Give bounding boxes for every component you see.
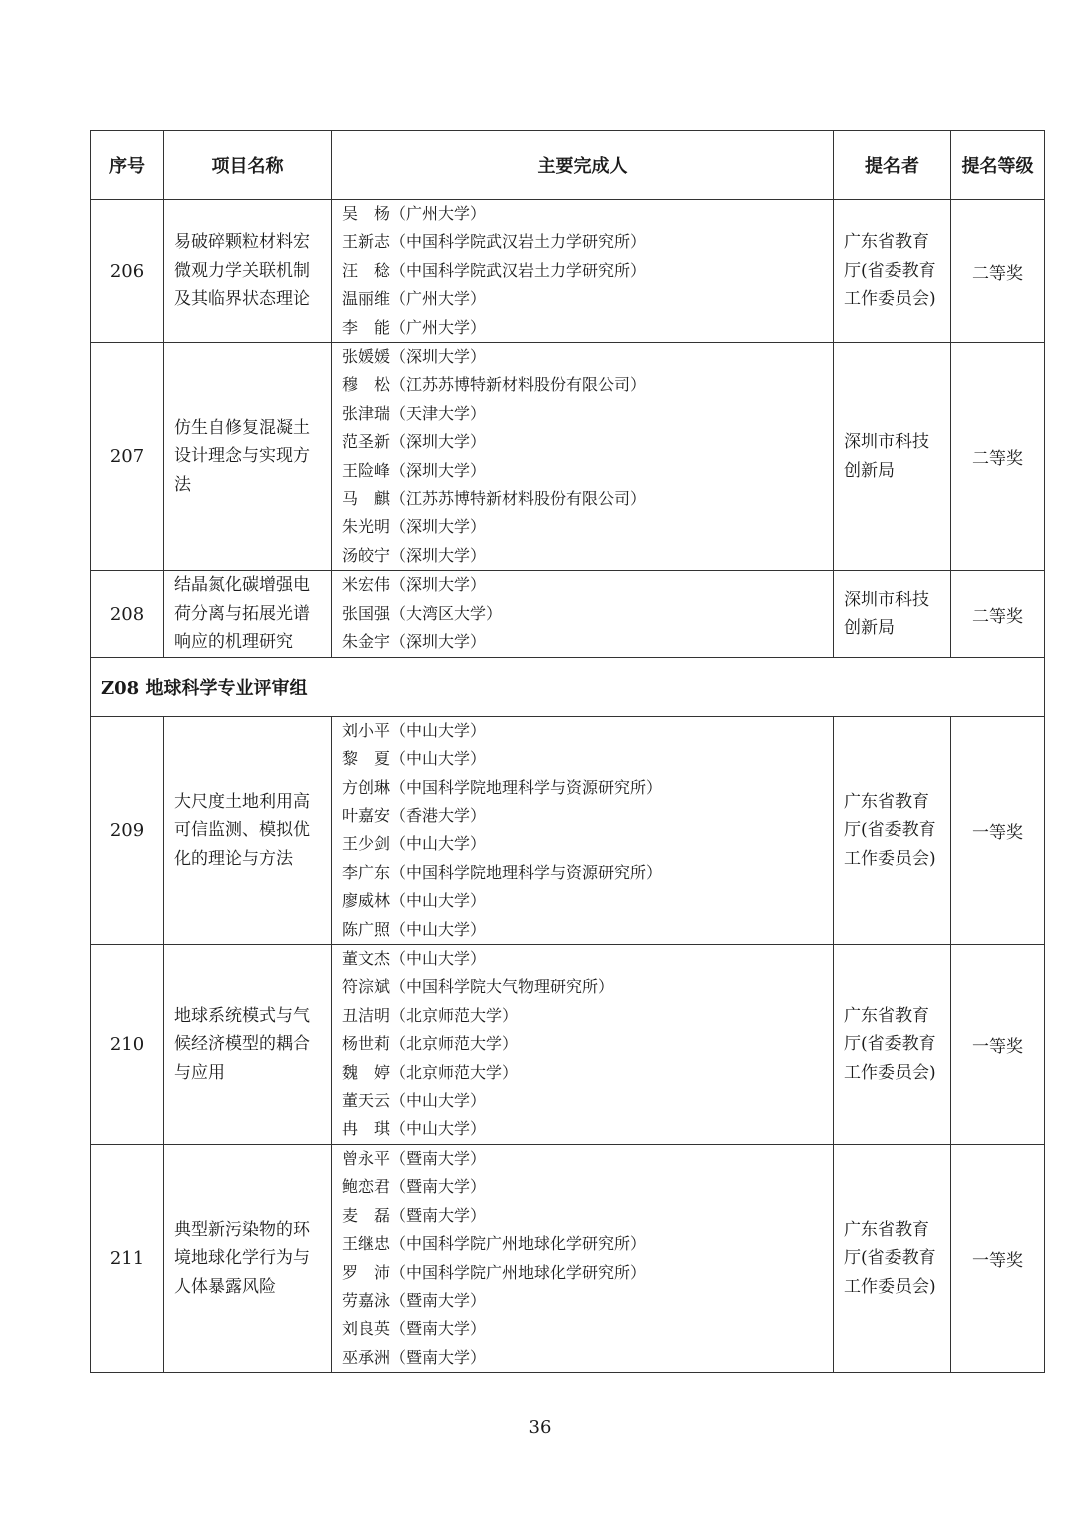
table-row bbox=[91, 716, 1045, 944]
row-number: 207 bbox=[91, 343, 164, 571]
person-entry: 王继忠（中国科学院广州地球化学研究所） bbox=[342, 1234, 647, 1254]
nominator: 广东省教育厅(省委教育工作委员会) bbox=[834, 945, 951, 1145]
person-entry: 张国强（大湾区大学） bbox=[342, 603, 503, 623]
person-entry: 米宏伟（深圳大学） bbox=[342, 575, 487, 595]
table-row bbox=[91, 200, 1045, 343]
person-entry: 冉 琪（中山大学） bbox=[342, 1119, 487, 1139]
header-row bbox=[91, 131, 1045, 200]
person-entry: 张媛媛（深圳大学） bbox=[342, 347, 487, 367]
award-level: 二等奖 bbox=[951, 200, 1045, 343]
nominator: 广东省教育厅(省委教育工作委员会) bbox=[834, 1144, 951, 1372]
award-level: 二等奖 bbox=[951, 571, 1045, 658]
people-list bbox=[332, 1144, 834, 1372]
header-nominator: 提名者 bbox=[834, 131, 951, 200]
person-entry: 王少剑（中山大学） bbox=[342, 834, 487, 854]
project-name: 易破碎颗粒材料宏微观力学关联机制及其临界状态理论 bbox=[164, 200, 332, 343]
awards-table bbox=[90, 130, 1045, 1373]
person-entry: 丑洁明（北京师范大学） bbox=[342, 1005, 519, 1025]
row-number: 206 bbox=[91, 200, 164, 343]
person-entry: 吴 杨（广州大学） bbox=[342, 204, 487, 223]
people-list bbox=[332, 200, 834, 343]
group-b-rows bbox=[91, 716, 1045, 1372]
person-entry: 麦 磊（暨南大学） bbox=[342, 1205, 487, 1225]
person-entry: 李广东（中国科学院地理科学与资源研究所） bbox=[342, 862, 663, 882]
header-people: 主要完成人 bbox=[332, 131, 834, 200]
person-entry: 劳嘉泳（暨南大学） bbox=[342, 1290, 487, 1310]
award-level: 二等奖 bbox=[951, 343, 1045, 571]
person-entry: 巫承洲（暨南大学） bbox=[342, 1347, 487, 1367]
header-project: 项目名称 bbox=[164, 131, 332, 200]
person-entry: 穆 松（江苏苏博特新材料股份有限公司） bbox=[342, 375, 647, 395]
person-entry: 方创琳（中国科学院地理科学与资源研究所） bbox=[342, 777, 663, 797]
project-name: 典型新污染物的环境地球化学行为与人体暴露风险 bbox=[164, 1144, 332, 1372]
header-no: 序号 bbox=[91, 131, 164, 200]
header-level: 提名等级 bbox=[951, 131, 1045, 200]
section-title: Z08 地球科学专业评审组 bbox=[91, 657, 1045, 716]
person-entry: 王新志（中国科学院武汉岩土力学研究所） bbox=[342, 232, 647, 252]
people-list bbox=[332, 343, 834, 571]
person-entry: 张津瑞（天津大学） bbox=[342, 403, 487, 423]
section-row bbox=[91, 657, 1045, 716]
award-level: 一等奖 bbox=[951, 945, 1045, 1145]
person-entry: 范圣新（深圳大学） bbox=[342, 432, 487, 452]
person-entry: 符淙斌（中国科学院大气物理研究所） bbox=[342, 977, 615, 997]
nominator: 广东省教育厅(省委教育工作委员会) bbox=[834, 200, 951, 343]
row-number: 209 bbox=[91, 716, 164, 944]
person-entry: 王险峰（深圳大学） bbox=[342, 460, 487, 480]
person-entry: 罗 沛（中国科学院广州地球化学研究所） bbox=[342, 1262, 647, 1282]
person-entry: 叶嘉安（香港大学） bbox=[342, 806, 487, 825]
person-entry: 温丽维（广州大学） bbox=[342, 289, 487, 309]
table-row bbox=[91, 343, 1045, 571]
section-header bbox=[91, 657, 1045, 716]
row-number: 208 bbox=[91, 571, 164, 658]
person-entry: 李 能（广州大学） bbox=[342, 317, 487, 337]
people-list bbox=[332, 571, 834, 658]
person-entry: 汪 稔（中国科学院武汉岩土力学研究所） bbox=[342, 260, 647, 280]
person-entry: 刘小平（中山大学） bbox=[342, 720, 487, 740]
nominator: 广东省教育厅(省委教育工作委员会) bbox=[834, 716, 951, 944]
person-entry: 杨世莉（北京师范大学） bbox=[342, 1034, 519, 1054]
nominator: 深圳市科技创新局 bbox=[834, 571, 951, 658]
table-row bbox=[91, 1144, 1045, 1372]
person-entry: 朱金宇（深圳大学） bbox=[342, 632, 487, 652]
person-entry: 汤皎宁（深圳大学） bbox=[342, 545, 487, 565]
person-entry: 董天云（中山大学） bbox=[342, 1091, 487, 1111]
person-entry: 曾永平（暨南大学） bbox=[342, 1148, 487, 1168]
person-entry: 陈广照（中山大学） bbox=[342, 919, 487, 939]
award-level: 一等奖 bbox=[951, 1144, 1045, 1372]
table-row bbox=[91, 571, 1045, 658]
project-name: 地球系统模式与气候经济模型的耦合与应用 bbox=[164, 945, 332, 1145]
row-number: 211 bbox=[91, 1144, 164, 1372]
award-level: 一等奖 bbox=[951, 716, 1045, 944]
person-entry: 廖威林（中山大学） bbox=[342, 891, 487, 911]
table-row bbox=[91, 945, 1045, 1145]
person-entry: 魏 婷（北京师范大学） bbox=[342, 1062, 519, 1082]
person-entry: 刘良英（暨南大学） bbox=[342, 1319, 487, 1339]
person-entry: 鲍恋君（暨南大学） bbox=[342, 1177, 487, 1197]
page-number: 36 bbox=[528, 1417, 552, 1438]
people-list bbox=[332, 945, 834, 1145]
person-entry: 马 麒（江苏苏博特新材料股份有限公司） bbox=[342, 489, 647, 509]
project-name: 大尺度土地利用高可信监测、模拟优化的理论与方法 bbox=[164, 716, 332, 944]
person-entry: 朱光明（深圳大学） bbox=[342, 517, 487, 537]
person-entry: 董文杰（中山大学） bbox=[342, 949, 487, 969]
person-entry: 黎 夏（中山大学） bbox=[342, 749, 487, 769]
nominator: 深圳市科技创新局 bbox=[834, 343, 951, 571]
people-list bbox=[332, 716, 834, 944]
group-a-rows bbox=[91, 200, 1045, 658]
row-number: 210 bbox=[91, 945, 164, 1145]
project-name: 仿生自修复混凝土设计理念与实现方法 bbox=[164, 343, 332, 571]
project-name: 结晶氮化碳增强电荷分离与拓展光谱响应的机理研究 bbox=[164, 571, 332, 658]
